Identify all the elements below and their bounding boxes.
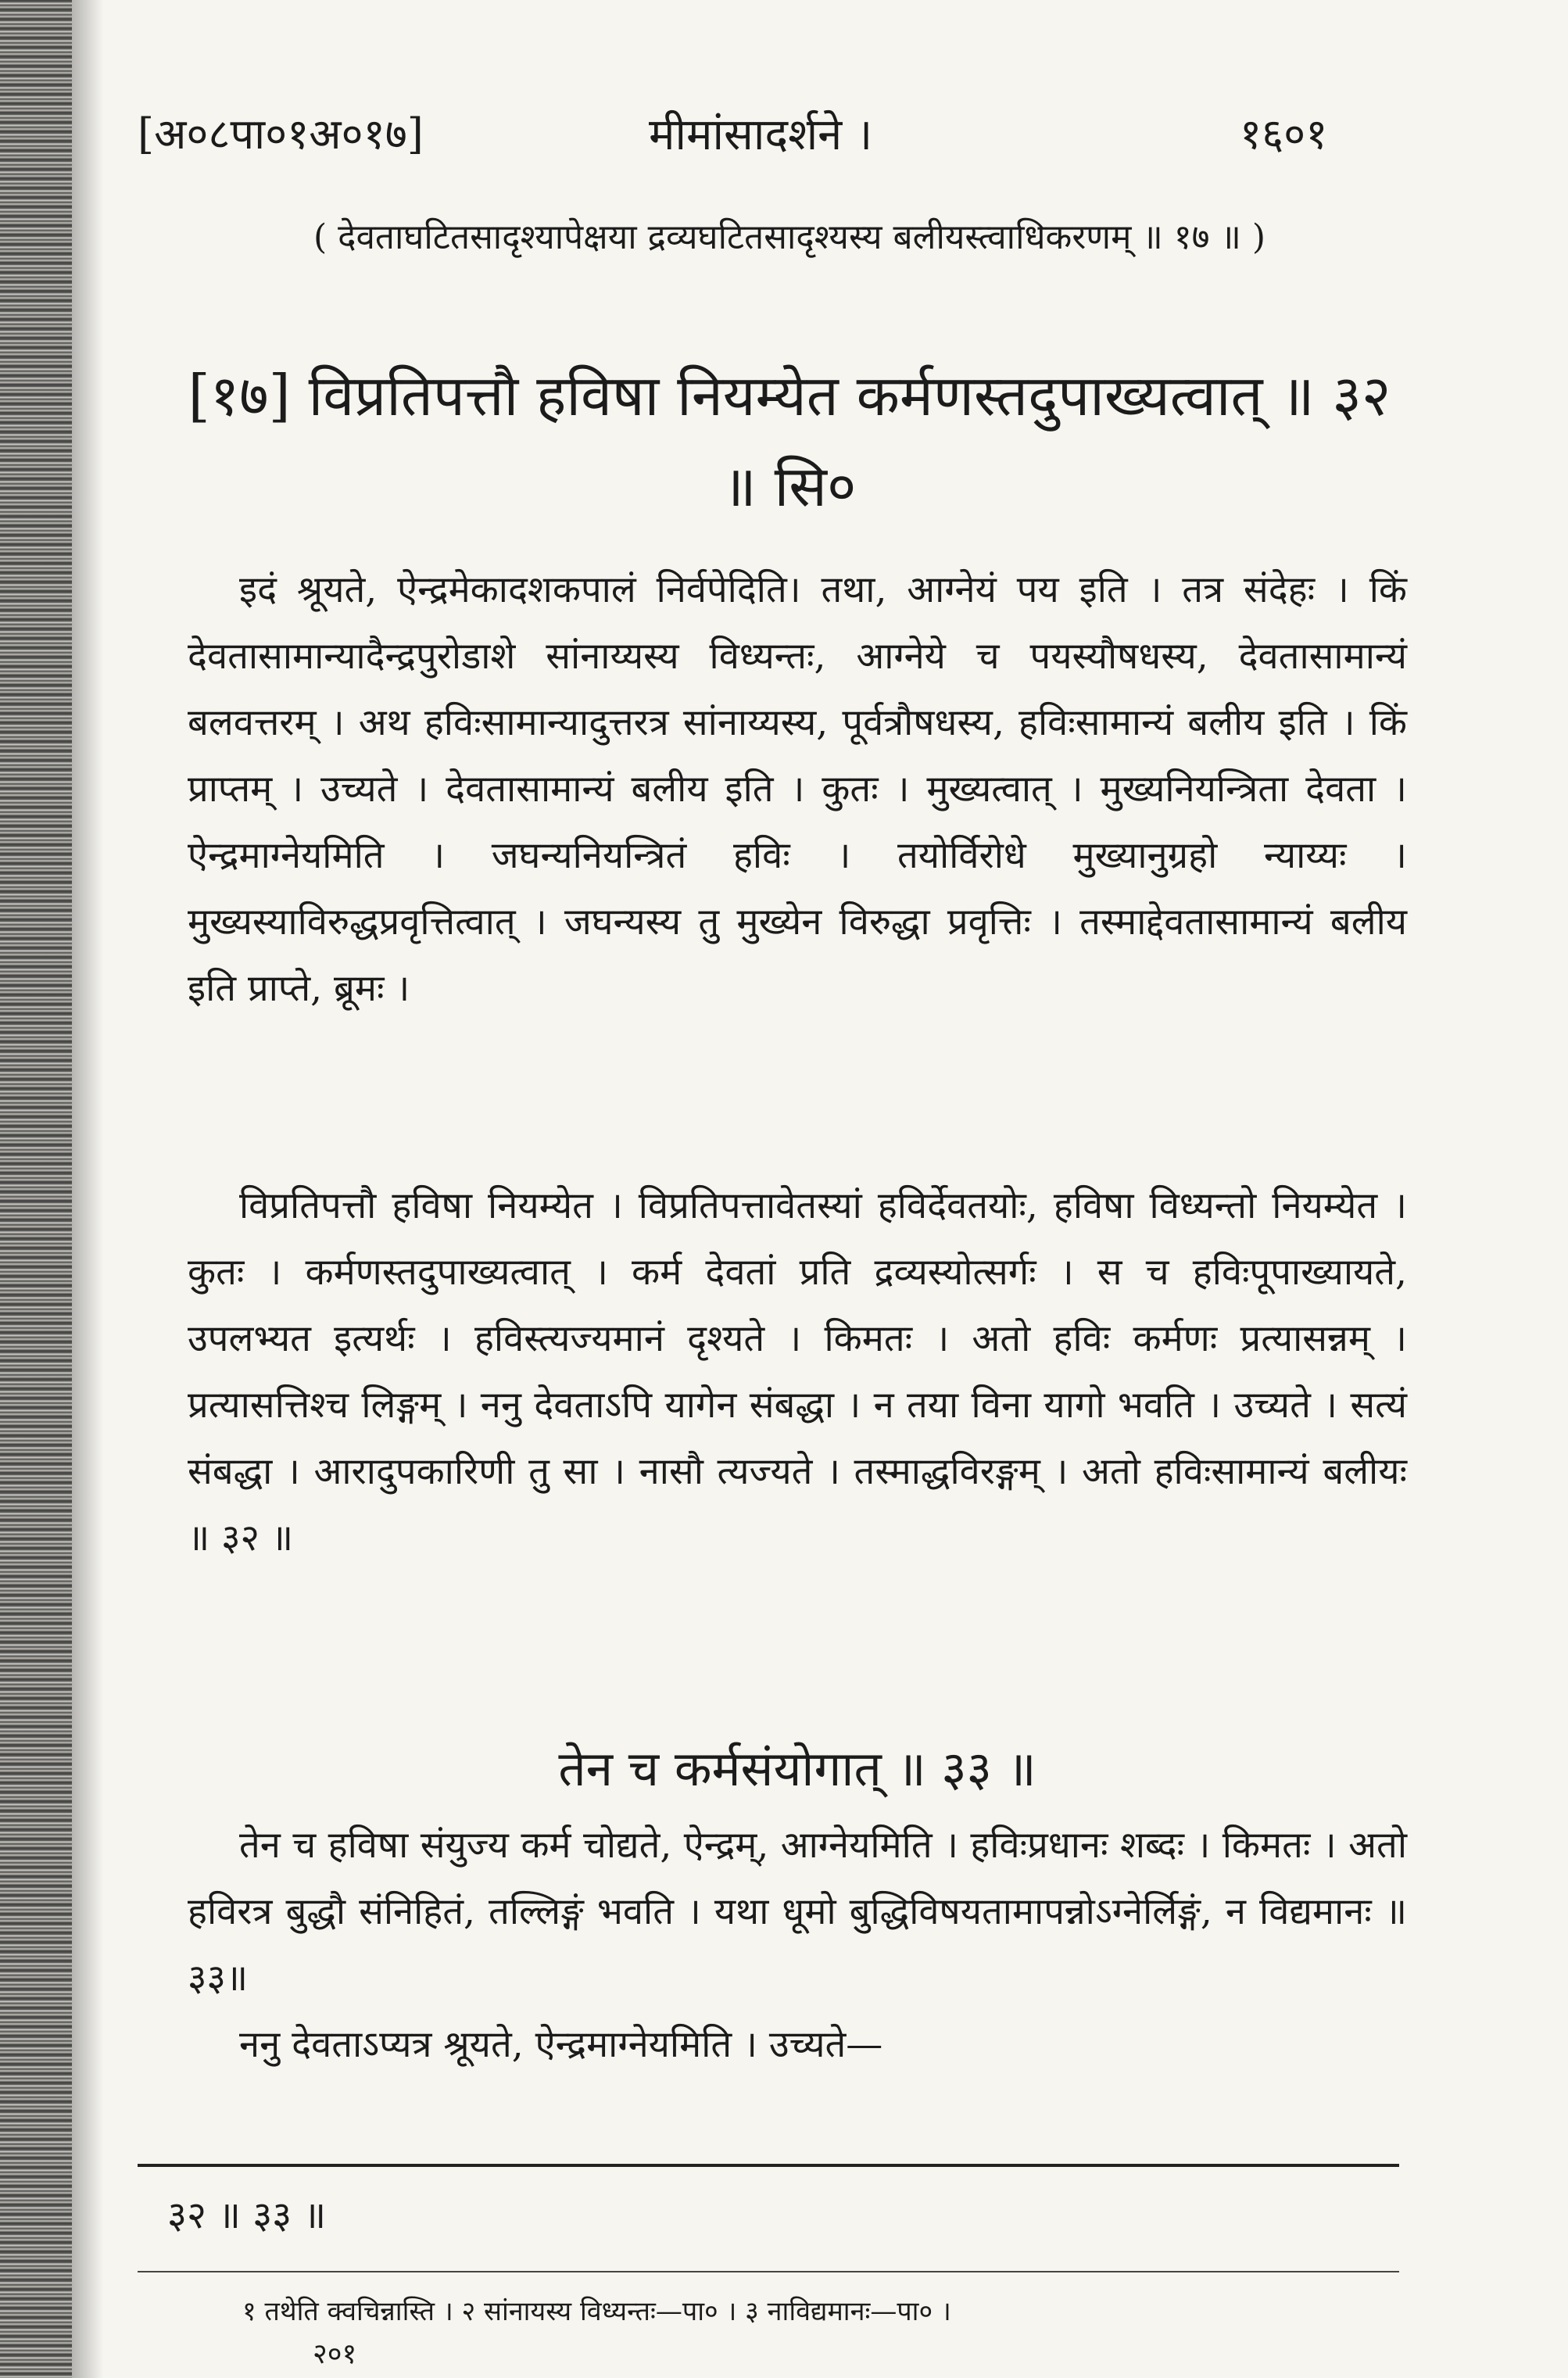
footnotes: १ तथेति क्वचिन्नास्ति । २ सांनायस्य विध्यन्तः—पा० । ३ नाविद्यमानः—पा० । [242, 2296, 951, 2327]
commentary-text: ननु देवताऽप्यत्र श्रूयते, ऐन्द्रमाग्नेयमिति । उच्यते— [239, 2023, 883, 2066]
commentary-text: इदं श्रूयते, ऐन्द्रमेकादशकपालं निर्वपेदिति। तथा, आग्नेयं पय इति । तत्र संदेहः । किं देवतासामान्यादैन्द्रपुरोडाशे सांनाय्यस्य विध्यन्तः, आग्नेये च पयस्यौषधस्य, देवतासामान्यं बलवत्तरम् । अथ हविःसामान्यादुत्तरत्र सांनाय्यस्य, पूर्वत्रौषधस्य, हविःसामान्यं बलीय इति । किं प्राप्तम् । उच्यते । देवतासामान्यं बलीय इति । कुतः । मुख्यत्वात् । मुख्यनियन्त्रिता देवता । ऐन्द्रमाग्नेयमिति । जघन्यनियन्त्रितं हविः । तयोर्विरोधे मुख्यानुग्रहो न्याय्यः । मुख्यस्याविरुद्धप्रवृत्तित्वात् । जघन्यस्य तु मुख्येन विरुद्धा प्रवृत्तिः । तस्माद्देवतासामान्यं बलीय इति प्राप्ते, ब्रूमः । [188, 568, 1407, 1010]
commentary-paragraph-3 [188, 1812, 1407, 2078]
sutra-33-heading: तेन च कर्मसंयोगात् ॥ ३३ ॥ [558, 1740, 1036, 1797]
running-header-title: मीमांसादर्शने । [649, 109, 873, 160]
running-header-reference: [अ०८पा०१अ०१७] [138, 109, 424, 159]
commentary-text: तेन च हविषा संयुज्य कर्म चोद्यते, ऐन्द्रम्, आग्नेयमिति । हविःप्रधानः शब्दः । किमतः । अतो हविरत्र बुद्धौ संनिहितं, तल्लिङ्गं भवति । यथा धूमो बुद्धिविषयतामापन्नोऽग्नेर्लिङ्गं, न विद्यमानः ॥३३॥ [188, 1824, 1407, 2000]
sutra-32-heading: [१७] विप्रतिपत्तौ हविषा नियम्येत कर्मणस्तदुपाख्यत्वात् ॥ ३२ ॥ सि० [188, 363, 1391, 519]
sutra-index: ३२ ॥ ३३ ॥ [167, 2194, 327, 2237]
commentary-paragraph-1 [188, 557, 1407, 1022]
commentary-paragraph-2 [188, 1173, 1407, 1571]
footnote-rule [138, 2271, 1399, 2272]
commentary-text: विप्रतिपत्तौ हविषा नियम्येत । विप्रतिपत्तावेतस्यां हविर्देवतयोः, हविषा विध्यन्तो नियम्येत । कुतः । कर्मणस्तदुपाख्यत्वात् । कर्म देवतां प्रति द्रव्यस्योत्सर्गः । स च हविःपूपाख्यायते, उपलभ्यत इत्यर्थः । हविस्त्यज्यमानं दृश्यते । किमतः । अतो हविः कर्मणः प्रत्यासन्नम् । प्रत्यासत्तिश्च लिङ्गम् । ननु देवताऽपि यागेन संबद्धा । न तया विना यागो भवति । उच्यते । सत्यं संबद्धा । आरादुपकारिणी तु सा । नासौ त्यज्यते । तस्माद्धविरङ्गम् । अतो हविःसामान्यं बलीयः ॥ ३२ ॥ [188, 1184, 1407, 1560]
footnote-divider [138, 2164, 1399, 2167]
signature-mark: २०१ [313, 2338, 357, 2370]
adhikarana-title: ( देवताघटितसादृश्यापेक्षया द्रव्यघटितसादृश्यस्य बलीयस्त्वाधिकरणम् ॥ १७ ॥ ) [313, 217, 1266, 257]
page-number: १६०१ [1240, 109, 1328, 159]
